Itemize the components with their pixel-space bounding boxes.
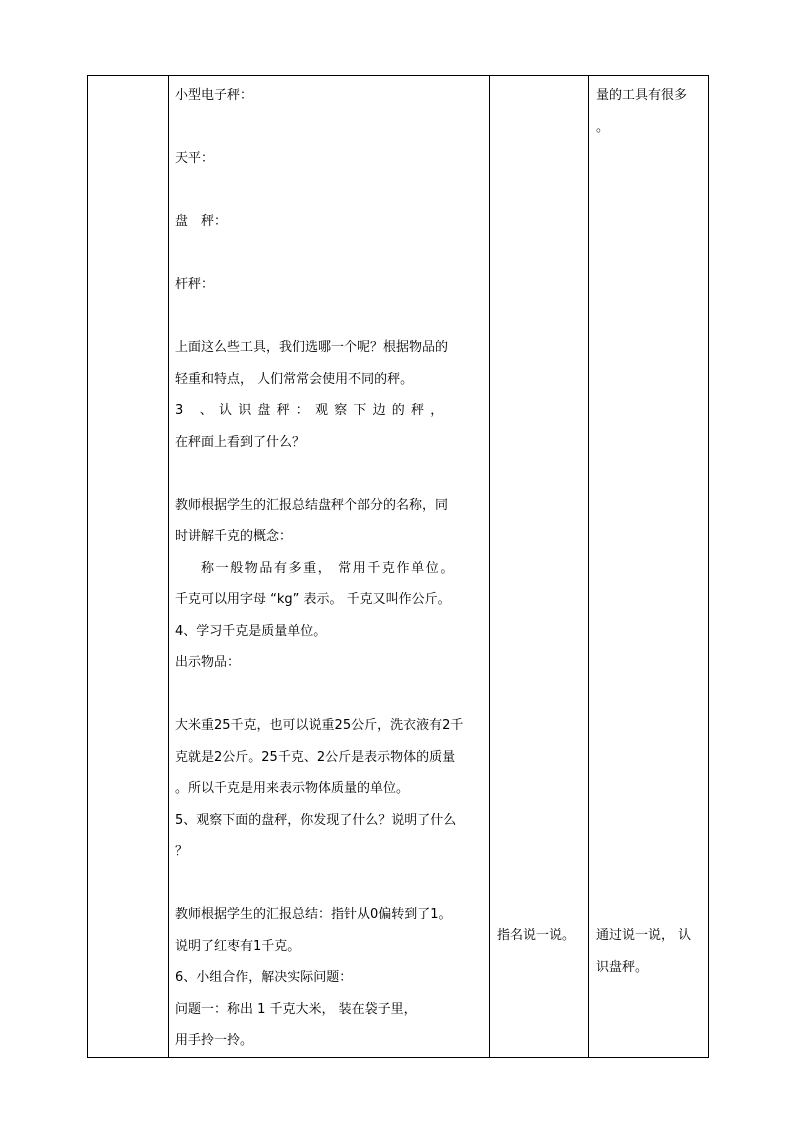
activity-line: 上面这么些工具，我们选哪一个呢？根据物品的 xyxy=(175,340,449,355)
activity-line: 6、小组合作，解决实际问题： xyxy=(175,970,353,985)
activity-line: 大米重25千克，也可以说重25公斤，洗衣液有2千 xyxy=(175,718,464,733)
student-activity-cell xyxy=(490,76,589,1058)
activity-line: 。所以千克是用来表示物体质量的单位。 xyxy=(175,781,410,796)
stage-cell xyxy=(88,76,169,1058)
activity-line: 天平： xyxy=(175,151,215,166)
activity-line: 称一般物品有多重， 常用千克作单位。 xyxy=(201,560,455,576)
activity-line xyxy=(175,238,483,270)
activity-line: 盘 秤： xyxy=(175,214,228,229)
activity-line: 出示物品： xyxy=(175,655,241,670)
activity-line: 时讲解千克的概念： xyxy=(175,529,293,544)
activity-line: 在秤面上看到了什么？ xyxy=(175,434,306,450)
table-row xyxy=(88,76,709,1058)
activity-line: 小型电子秤： xyxy=(175,88,254,103)
design-intent-cell xyxy=(589,76,709,1058)
student-activity-note: 指名说一说。 xyxy=(497,928,576,943)
activity-line xyxy=(175,112,483,144)
teaching-activity-content xyxy=(169,76,489,1057)
activity-line: 克就是2公斤。25千克、2公斤是表示物体的质量 xyxy=(175,749,456,765)
design-intent-line: 量的工具有很多 xyxy=(596,88,688,103)
student-activity-content xyxy=(490,76,588,1057)
activity-line: 问题一：称出 1 千克大米， 装在袋子里， xyxy=(175,1001,417,1017)
activity-line: 轻重和特点， 人们常常会使用不同的秤。 xyxy=(175,371,414,387)
activity-line xyxy=(175,301,483,333)
design-intent-content xyxy=(589,76,708,1057)
design-intent-line: 。 xyxy=(596,119,610,135)
design-intent-line: 通过说一说， 认 xyxy=(596,928,692,943)
activity-line: ？ xyxy=(175,844,189,859)
activity-line: 5、观察下面的盘秤，你发现了什么？说明了什么 xyxy=(175,812,457,828)
activity-line: 千克可以用字母 “kg” 表示。 千克又叫作公斤。 xyxy=(175,592,451,607)
activity-line: 说明了红枣有1千克。 xyxy=(175,938,301,954)
teaching-activity-cell xyxy=(169,76,490,1058)
activity-line: 用手拎一拎。 xyxy=(175,1033,254,1048)
activity-line xyxy=(175,175,483,207)
activity-line: 杆秤： xyxy=(175,277,215,292)
activity-line xyxy=(175,679,483,711)
design-intent-line: 识盘秤。 xyxy=(596,959,649,975)
activity-line: 教师根据学生的汇报总结：指针从0偏转到了1。 xyxy=(175,907,452,922)
lesson-plan-table xyxy=(87,75,709,1058)
activity-line xyxy=(175,868,483,900)
activity-line: 教师根据学生的汇报总结盘秤个部分的名称，同 xyxy=(175,497,449,513)
activity-line: 4、学习千克是质量单位。 xyxy=(175,623,327,639)
activity-line xyxy=(175,458,483,490)
activity-line: 3 、认识盘秤：观察下边的秤， xyxy=(175,403,450,418)
